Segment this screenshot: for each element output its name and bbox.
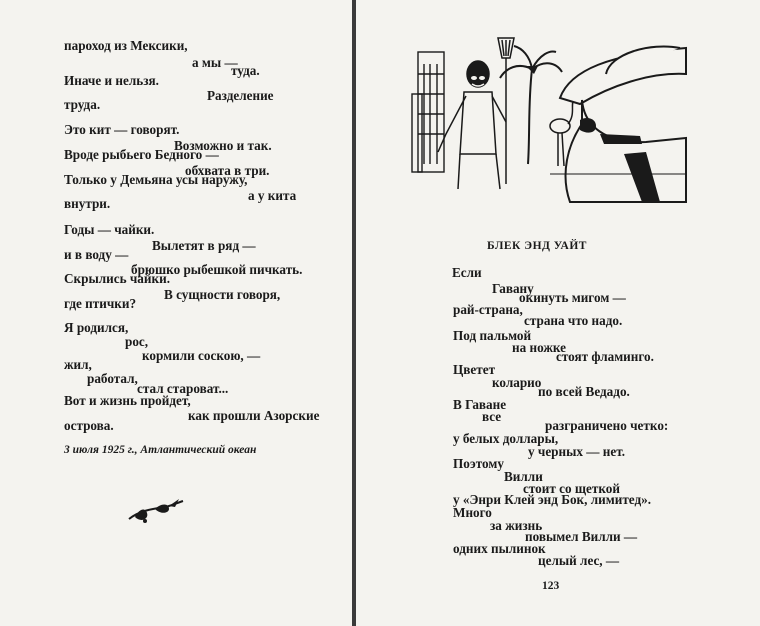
poem-line: Гавану xyxy=(492,281,534,296)
poem-line: Это кит — говорят. xyxy=(64,122,180,137)
poem-line: стоят фламинго. xyxy=(556,349,654,364)
poem-line: работал, xyxy=(87,371,138,386)
poem-line: где птички? xyxy=(64,296,137,311)
poem-title: БЛЕК ЭНД УАЙТ xyxy=(487,240,587,252)
poem-line: на ножке xyxy=(512,340,567,355)
left-page xyxy=(0,0,352,626)
poem-line: стоит со щеткой xyxy=(523,481,620,496)
poem-line: внутри. xyxy=(64,196,111,211)
poem-line: Вот и жизнь пройдет, xyxy=(64,393,191,408)
poem-line: пароход из Мексики, xyxy=(64,38,188,53)
poem-line: жил, xyxy=(64,357,92,372)
poem-line: по всей Ведадо. xyxy=(538,384,630,399)
poem-line: обхвата в три. xyxy=(185,163,270,178)
poem-line: Годы — чайки. xyxy=(64,222,155,237)
poem-line: Под пальмой xyxy=(453,328,532,343)
poem-line: а мы — xyxy=(192,55,238,70)
poem-line: у белых доллары, xyxy=(453,431,559,446)
poem-line: повымел Вилли — xyxy=(525,529,638,544)
poem-line: одних пылинок xyxy=(453,541,546,556)
poem-line: Скрылись чайки. xyxy=(64,271,170,286)
poem-line: за жизнь xyxy=(490,518,543,533)
poem-line: туда. xyxy=(231,63,260,78)
havana-illustration xyxy=(410,34,690,204)
poem-line: брюшко рыбешкой пичкать. xyxy=(131,262,303,277)
poem-line: окинуть мигом — xyxy=(519,290,626,305)
poem-line: у «Энри Клей энд Бок, лимитед». xyxy=(453,492,652,507)
poem-line: Разделение xyxy=(207,88,274,103)
poem-line: у черных — нет. xyxy=(528,444,626,459)
poem-line: В Гаване xyxy=(453,397,507,412)
poem-line: коларио xyxy=(492,375,542,390)
poem-line: кормили соскою, — xyxy=(142,348,261,363)
poem-line: разграничено четко: xyxy=(545,418,669,433)
poem-line: стал староват... xyxy=(137,381,229,396)
dateline: 3 июля 1925 г., Атлантический океан xyxy=(64,444,257,456)
poem-line: Поэтому xyxy=(453,456,504,471)
bird-vignette-icon xyxy=(125,497,187,527)
poem-line: Я родился, xyxy=(64,320,129,335)
poem-line: как прошли Азорские xyxy=(188,408,320,423)
poem-line: все xyxy=(482,409,502,424)
poem-line: целый лес, — xyxy=(538,553,620,568)
poem-line: острова. xyxy=(64,418,114,433)
poem-line: Возможно и так. xyxy=(174,138,272,153)
poem-line: рай-страна, xyxy=(453,302,523,317)
poem-line: Если xyxy=(452,265,482,280)
poem-line: Вилли xyxy=(504,469,543,484)
poem-line: Много xyxy=(453,505,492,520)
poem-line: труда. xyxy=(64,97,101,112)
page-number: 123 xyxy=(542,580,560,592)
poem-line: Вылетят в ряд — xyxy=(152,238,256,253)
poem-line: Вроде рыбьего Бедного — xyxy=(64,147,219,162)
poem-line: страна что надо. xyxy=(524,313,623,328)
poem-line: В сущности говоря, xyxy=(164,287,281,302)
poem-line: Цветет xyxy=(453,362,496,377)
poem-line: Иначе и нельзя. xyxy=(64,73,159,88)
poem-line: и в воду — xyxy=(64,247,129,262)
poem-line: Только у Демьяна усы наружу, xyxy=(64,172,248,187)
poem-line: а у кита xyxy=(248,188,297,203)
poem-line: рос, xyxy=(125,334,149,349)
right-page xyxy=(356,0,760,626)
